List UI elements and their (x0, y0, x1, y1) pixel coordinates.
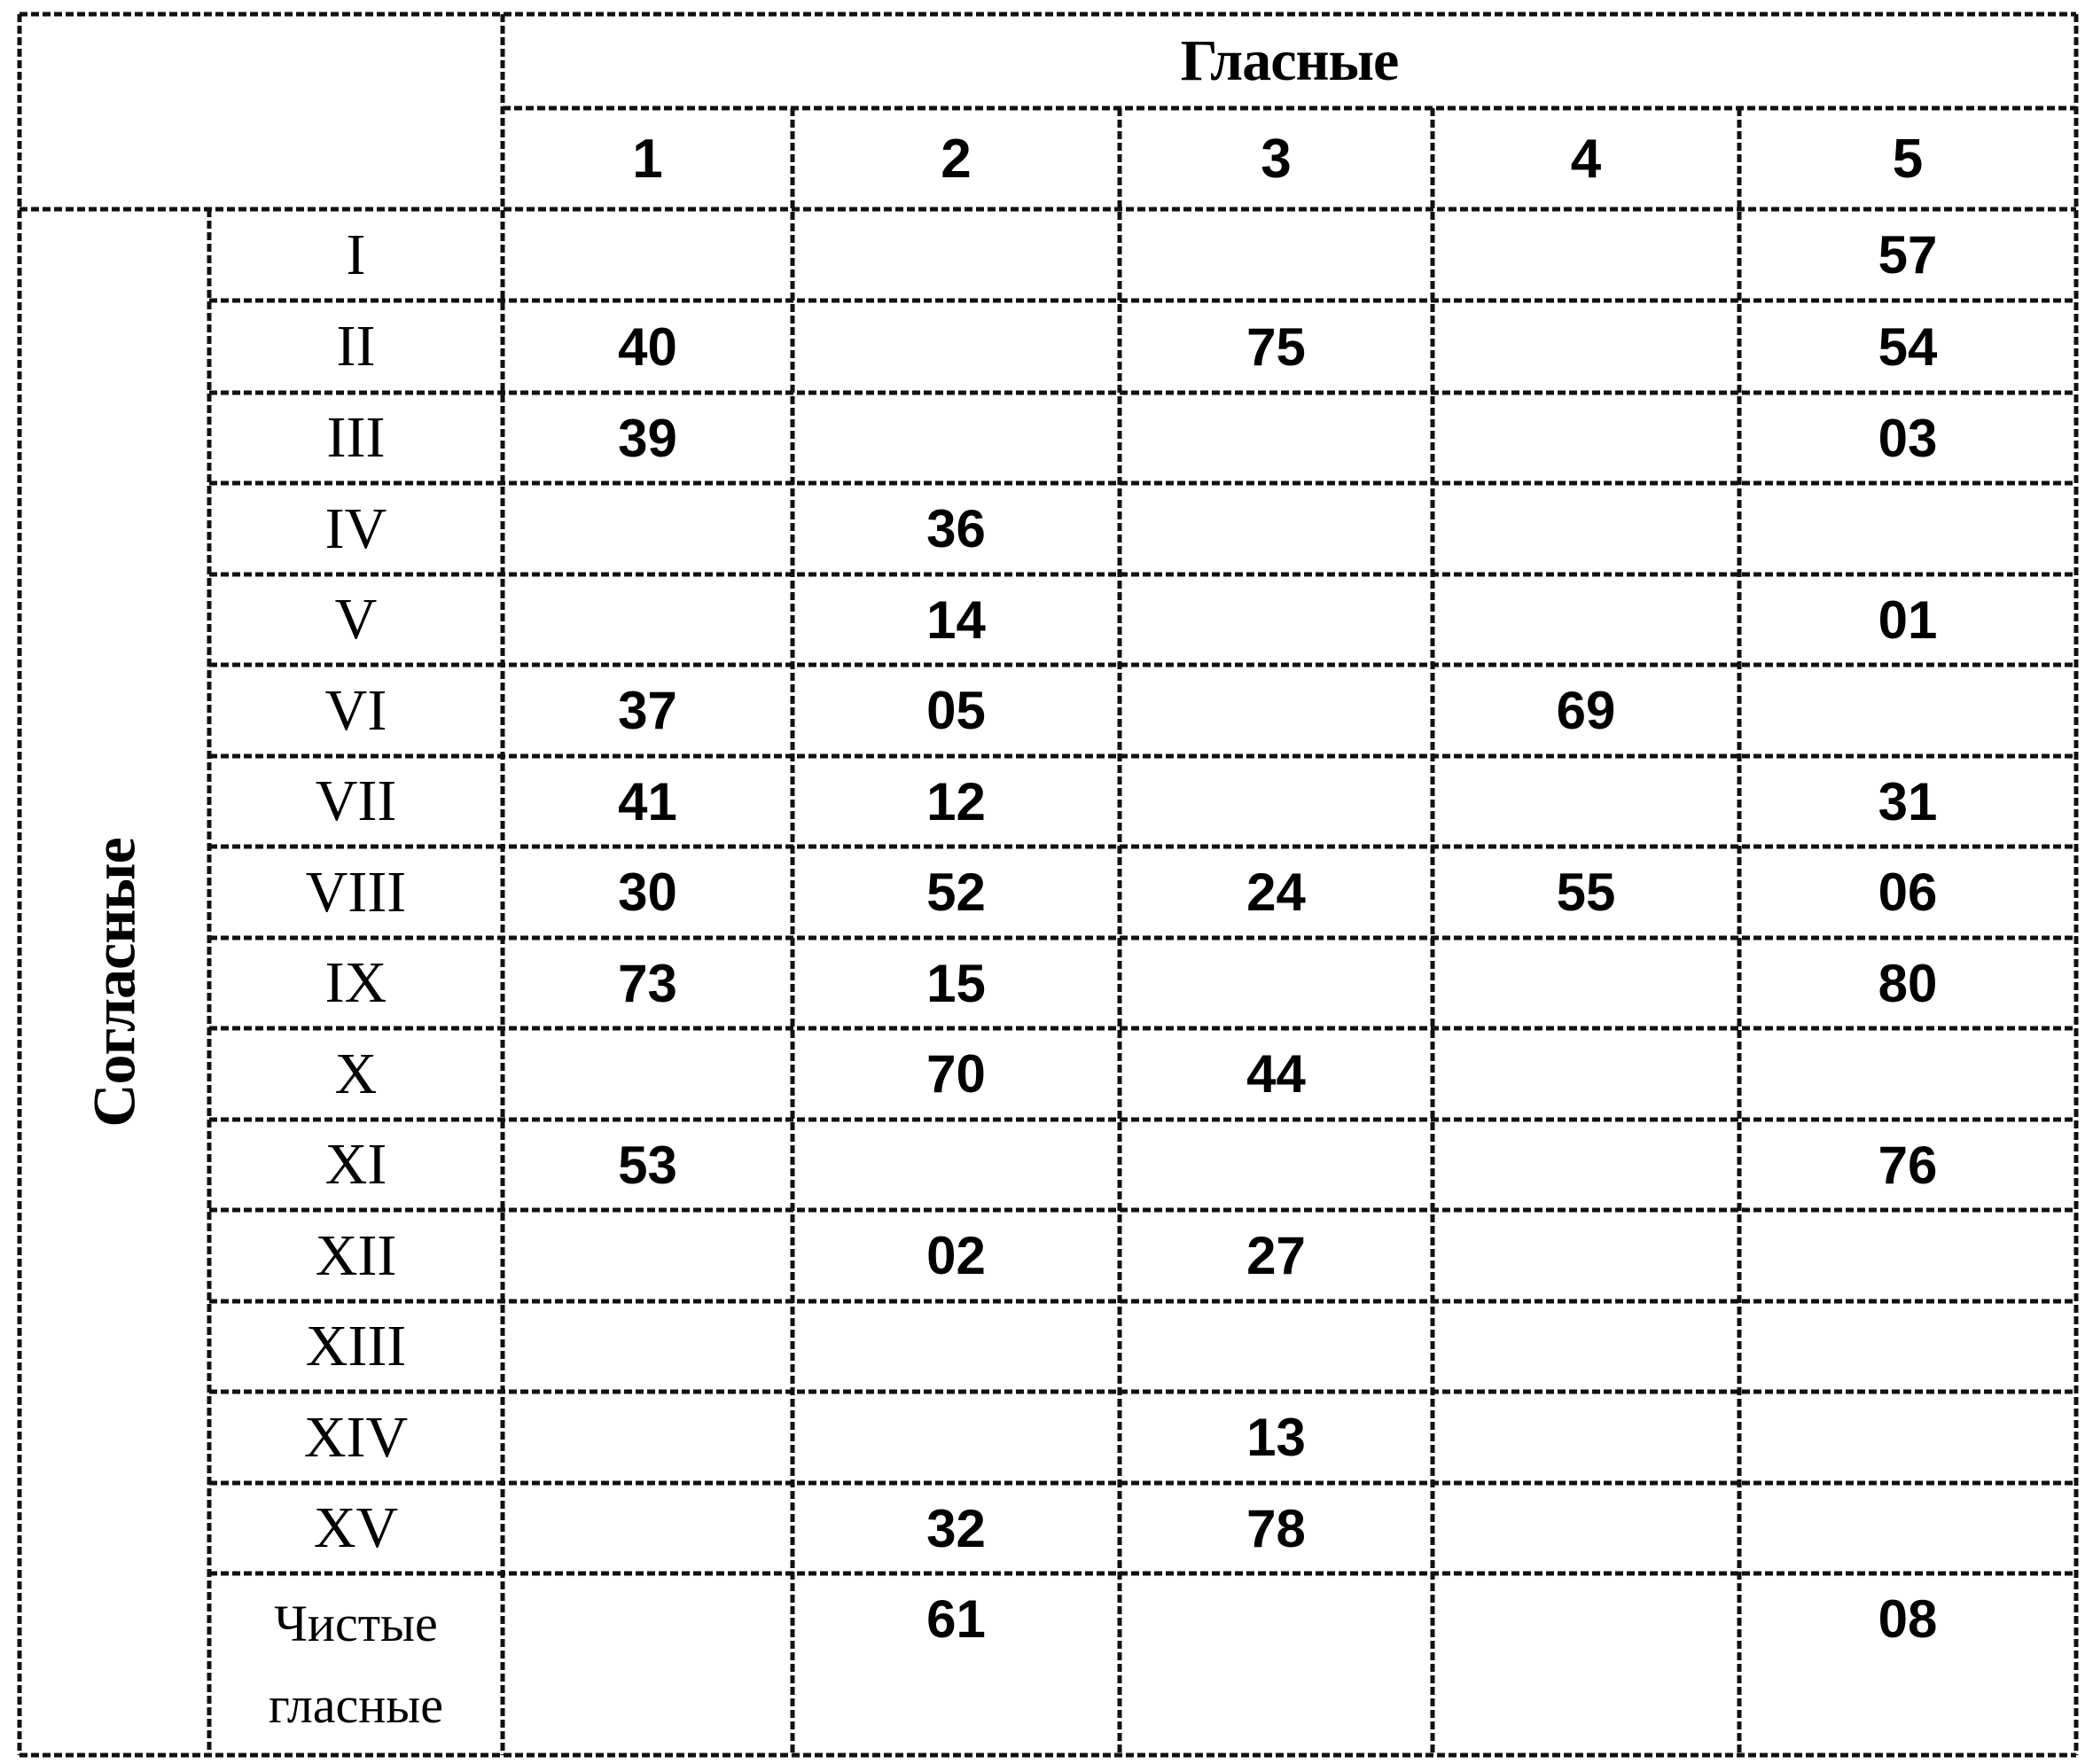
row-label-7: VII (315, 769, 397, 833)
row-label-9: IX (324, 950, 387, 1015)
table-cell-r13-c2 (793, 1301, 1120, 1392)
table-cell-r7-c3 (1120, 756, 1433, 847)
table-cell-r6-c3 (1120, 665, 1433, 756)
table-cell-r9-c5: 80 (1878, 953, 1938, 1013)
table-cell-r15-c4 (1433, 1483, 1739, 1573)
table-cell-r15-c2: 32 (926, 1498, 986, 1558)
table-cell-r10-c1 (503, 1028, 793, 1120)
row-label-2: II (336, 314, 376, 379)
table-cell-r1-c4 (1433, 209, 1739, 301)
table-cell-r10-c4 (1433, 1028, 1739, 1120)
vowel-column-4: 4 (1570, 128, 1602, 190)
pure-vowels-line-1: Чистые (274, 1594, 438, 1652)
table-cell-r11-c3 (1120, 1120, 1433, 1210)
table-cell-r1-c1 (503, 209, 793, 301)
table-cell-r7-c1: 41 (618, 771, 677, 831)
row-label-15: XV (313, 1495, 399, 1560)
table-cell-r13-c1 (503, 1301, 793, 1392)
table-cell-r15-c3: 78 (1246, 1498, 1306, 1558)
table-cell-r8-c5: 06 (1878, 862, 1938, 922)
table-cell-r12-c4 (1433, 1210, 1739, 1301)
vowel-column-3: 3 (1261, 128, 1292, 190)
table-cell-r16-c3 (1120, 1573, 1433, 1665)
table-cell-r7-c4 (1433, 756, 1739, 847)
table-cell-r13-c5 (1739, 1301, 2076, 1392)
table-cell-r5-c3 (1120, 574, 1433, 665)
row-label-14: XIV (303, 1404, 409, 1470)
table-cell-r3-c4 (1433, 393, 1739, 483)
consonants-header: Согласные (80, 837, 148, 1128)
row-label-8: VIII (305, 859, 407, 925)
vowels-header: Гласные (1180, 28, 1399, 93)
vowel-column-5: 5 (1892, 128, 1924, 190)
table-cell-r5-c2: 14 (926, 589, 986, 650)
table-cell-r16-c1 (503, 1573, 793, 1665)
vowel-column-2: 2 (941, 128, 972, 190)
table-cell-r14-c5 (1739, 1392, 2076, 1483)
table-cell-r14-c2 (793, 1392, 1120, 1483)
table-cell-r14-c3: 13 (1246, 1408, 1306, 1467)
table-cell-r2-c4 (1433, 301, 1739, 393)
table-cell-r7-c2: 12 (926, 771, 986, 831)
table-cell-r12-c3: 27 (1246, 1226, 1306, 1285)
row-label-6: VI (324, 677, 387, 743)
table-cell-r2-c5: 54 (1878, 316, 1938, 377)
table-cell-r2-c3: 75 (1246, 316, 1306, 377)
table-cell-r6-c2: 05 (926, 681, 986, 740)
table-cell-r2-c1: 40 (618, 316, 677, 377)
table-cell-r1-c5: 57 (1878, 225, 1938, 285)
table-cell-r1-c3 (1120, 209, 1433, 301)
table-cell-r11-c2 (793, 1120, 1120, 1210)
table-cell-r14-c4 (1433, 1392, 1739, 1483)
table-cell-r3-c5: 03 (1878, 408, 1938, 468)
table-cell-r4-c4 (1433, 483, 1739, 574)
table-cell-r12-c1 (503, 1210, 793, 1301)
table-cell-r1-c2 (793, 209, 1120, 301)
table-cell-r7-c5: 31 (1878, 771, 1938, 831)
table-cell-r8-c1: 30 (618, 862, 677, 922)
table-cell-r12-c2: 02 (926, 1226, 986, 1285)
table-cell-r11-c1: 53 (618, 1135, 677, 1195)
row-label-3: III (326, 405, 386, 470)
table-cell-r4-c2: 36 (926, 499, 986, 558)
table-cell-r4-c1 (503, 483, 793, 574)
table-cell-r10-c3: 44 (1246, 1044, 1306, 1104)
table-cell-r4-c5 (1739, 483, 2076, 574)
table-cell-r14-c1 (503, 1392, 793, 1483)
table-cell-r5-c4 (1433, 574, 1739, 665)
row-label-1: I (346, 222, 366, 287)
table-cell-r15-c5 (1739, 1483, 2076, 1573)
row-label-5: V (334, 587, 378, 652)
row-label-11: XI (324, 1132, 387, 1197)
consonants-header-cell (20, 209, 209, 1755)
table-cell-r2-c2 (793, 301, 1120, 393)
table-cell-r11-c4 (1433, 1120, 1739, 1210)
pure-vowels-line-2: гласные (268, 1675, 444, 1734)
table-cell-r16-c5: 08 (1878, 1589, 1938, 1649)
row-label-13: XIII (305, 1314, 407, 1378)
table-cell-r3-c1: 39 (618, 408, 677, 468)
row-label-4: IV (324, 496, 387, 561)
vowel-column-1: 1 (632, 128, 663, 190)
row-label-pure-vowels (209, 1573, 503, 1755)
table-cell-r12-c5 (1739, 1210, 2076, 1301)
table-cell-r13-c4 (1433, 1301, 1739, 1392)
table-cell-r3-c2 (793, 393, 1120, 483)
table-cell-r16-c2: 61 (926, 1589, 986, 1649)
table-cell-r8-c4: 55 (1556, 862, 1616, 922)
table-cell-r9-c2: 15 (926, 953, 986, 1013)
row-label-12: XII (315, 1222, 397, 1288)
table-cell-r5-c5: 01 (1878, 589, 1938, 650)
table-cell-r6-c5 (1739, 665, 2076, 756)
table-cell-r10-c5 (1739, 1028, 2076, 1120)
table-cell-r8-c2: 52 (926, 862, 986, 922)
table-cell-r16-c4 (1433, 1573, 1739, 1665)
table-cell-r6-c4: 69 (1556, 681, 1616, 740)
table-cell-r13-c3 (1120, 1301, 1433, 1392)
table-cell-r9-c4 (1433, 938, 1739, 1028)
table-cell-r15-c1 (503, 1483, 793, 1573)
table-cell-r9-c3 (1120, 938, 1433, 1028)
table-cell-r11-c5: 76 (1878, 1135, 1938, 1195)
table-cell-r4-c3 (1120, 483, 1433, 574)
table-cell-r5-c1 (503, 574, 793, 665)
table-cell-r6-c1: 37 (618, 681, 677, 740)
table-cell-r9-c1: 73 (618, 953, 677, 1013)
row-label-10: X (334, 1041, 378, 1106)
table-cell-r8-c3: 24 (1246, 862, 1306, 922)
table-cell-r3-c3 (1120, 393, 1433, 483)
table-cell-r10-c2: 70 (926, 1044, 986, 1104)
